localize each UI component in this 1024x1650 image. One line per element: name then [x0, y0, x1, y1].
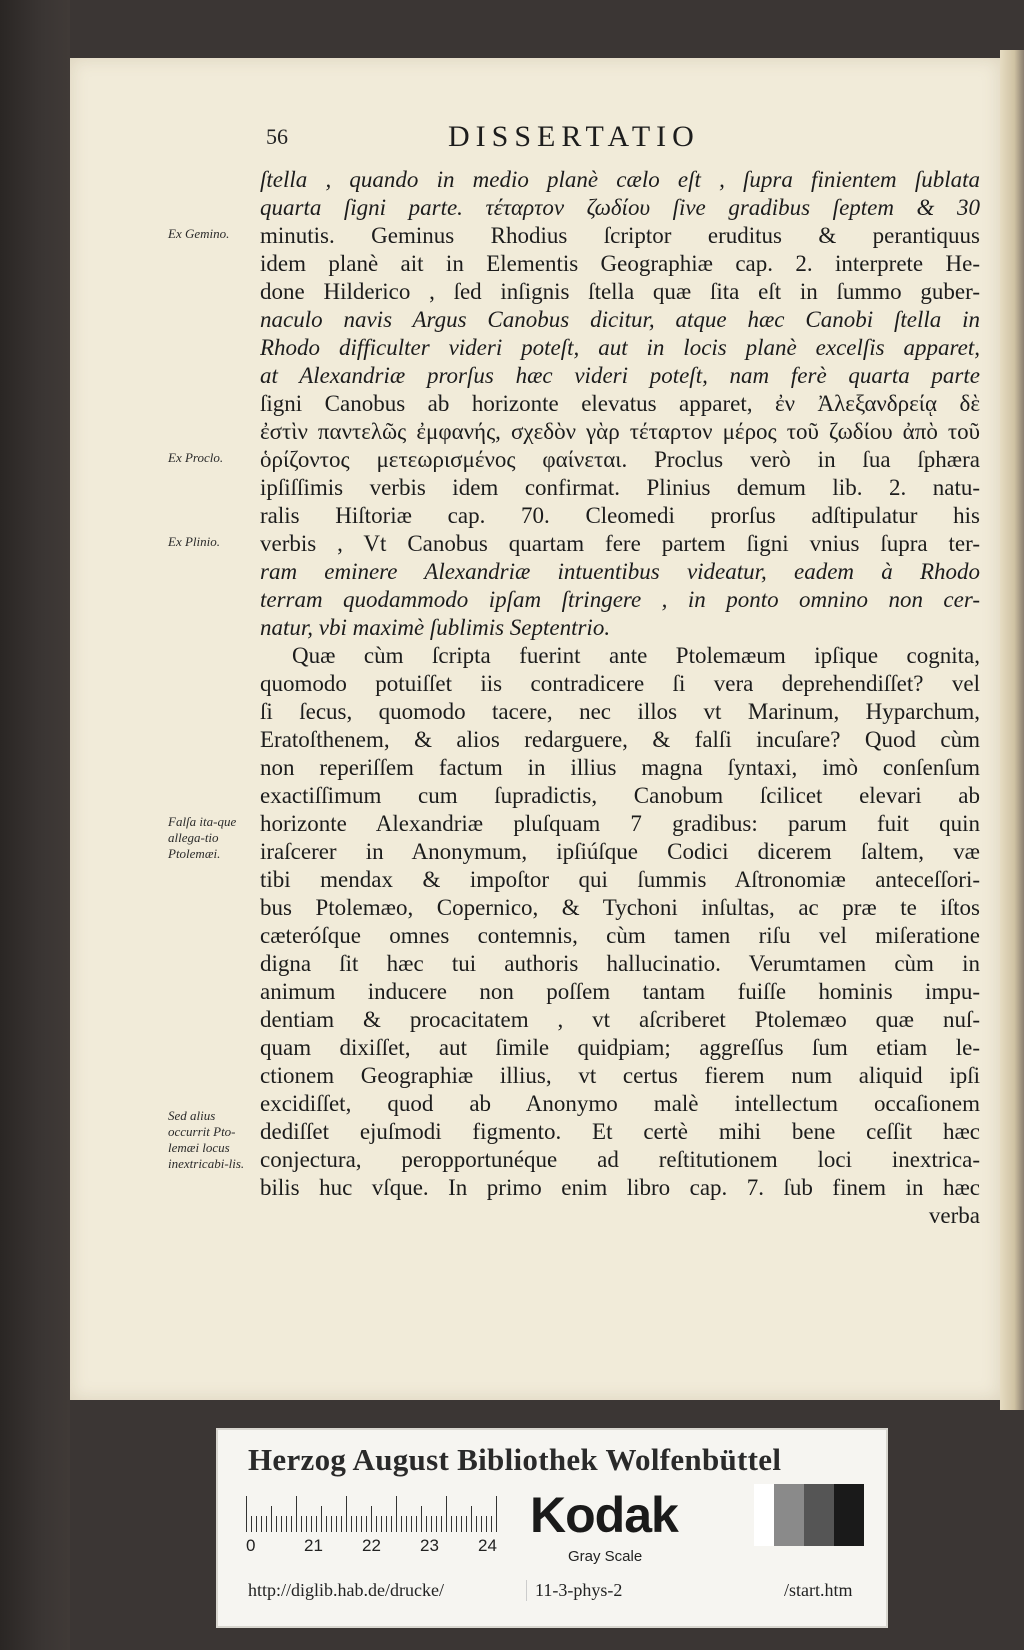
swatch-dark-gray [804, 1484, 834, 1546]
gray-scale-caption: Gray Scale [568, 1548, 643, 1565]
ruler-tick [376, 1516, 377, 1532]
ruler-tick [366, 1516, 367, 1532]
ruler-tick [426, 1516, 427, 1532]
ruler-number: 24 [478, 1536, 497, 1555]
ruler-tick [431, 1516, 432, 1532]
library-name: Herzog August Bibliothek Wolfenbüttel [248, 1442, 782, 1477]
text-line: Eratoſthenem, & alios redarguere, & falſi incuſare? Quod cùm [260, 727, 980, 752]
ruler-tick [256, 1516, 257, 1532]
ruler-tick [436, 1516, 437, 1532]
ruler-tick [381, 1516, 382, 1532]
text-line: dediſſet ejuſmodi figmento. Et certè mihi bene ceſſit hæc [260, 1119, 980, 1144]
ruler-tick [456, 1516, 457, 1532]
ruler-numbers [246, 1536, 506, 1560]
swatch-black [834, 1484, 864, 1546]
ruler-tick [296, 1496, 297, 1532]
text-line: minutis. Geminus Rhodius ſcriptor eruditus & perantiquus [260, 223, 980, 248]
ruler-tick [301, 1516, 302, 1532]
ruler-tick [286, 1516, 287, 1532]
text-line: quam dixiſſet, aut ſimile quidpiam; aggreſſus ſum etiam le- [260, 1035, 980, 1060]
page-number: 56 [266, 124, 288, 149]
text-line: terram quodammodo ipſam ſtringere , in ponto omnino non cer- [260, 587, 980, 612]
text-line: exactiſſimum cum ſupradictis, Canobum ſcilicet elevari ab [260, 783, 980, 808]
text-line: ralis Hiſtoriæ cap. 70. Cleomedi prorſus adſtipulatur his [260, 503, 980, 528]
swatch-mid-gray [774, 1484, 804, 1546]
ruler-tick [441, 1516, 442, 1532]
ruler-tick [316, 1516, 317, 1532]
text-line: verba [928, 1203, 980, 1228]
ruler-number: 23 [420, 1536, 439, 1555]
marginal-note: Ex Proclo. [168, 450, 224, 465]
marginal-note: Falſa ita-que allega-tio Ptolemæi. [168, 814, 237, 861]
ruler-tick [346, 1496, 347, 1532]
text-line: iraſcerer in Anonymum, ipſiúſque Codici dicerem ſaltem, væ [260, 839, 980, 864]
ruler-tick [391, 1516, 392, 1532]
text-line: bus Ptolemæo, Copernico, & Tychoni inſultas, ac præ te iſtos [260, 895, 980, 920]
gray-swatches [754, 1484, 864, 1546]
running-title: DISSERTATIO [448, 120, 700, 153]
text-line: ipſiſſimis verbis idem confirmat. Plinius demum lib. 2. natu- [260, 475, 980, 500]
ruler-tick [281, 1516, 282, 1532]
ruler-tick [331, 1516, 332, 1532]
text-line: ſigni Canobus ab horizonte elevatus apparet, ἐν Ἀλεξανδρείᾳ δὲ [260, 391, 980, 416]
ruler-number: 0 [246, 1536, 256, 1555]
ruler-tick [351, 1516, 352, 1532]
ruler-tick [421, 1506, 422, 1532]
ruler-tick [496, 1496, 497, 1532]
body-text [260, 166, 980, 1230]
ruler-tick [306, 1516, 307, 1532]
ruler-tick [356, 1516, 357, 1532]
text-line: ἐστὶν παντελῶς ἐμφανής, σχεδὸν γὰρ τέταρτον μέρος τοῦ ζωδίου ἀπὸ τοῦ [260, 419, 980, 444]
text-line: digna ſit hæc tui authoris hallucinatio. Verumtamen cùm in [260, 951, 980, 976]
swatch-white [754, 1484, 774, 1546]
scan-background [0, 0, 70, 1650]
text-line: done Hilderico , ſed inſignis ſtella quæ ſita eſt in ſummo guber- [260, 279, 980, 304]
text-line: naculo navis Argus Canobus dicitur, atque hæc Canobi ſtella in [260, 307, 980, 332]
text-line: ὁρίζοντος μετεωρισμένος φαίνεται. Proclus verò in ſua ſphæra [260, 447, 980, 472]
shelfmark: 11-3-phys-2 [526, 1580, 622, 1601]
ruler-tick [481, 1516, 482, 1532]
text-line: quomodo potuiſſet iis contradicere ſi vera deprehendiſſet? vel [260, 671, 980, 696]
ruler-tick [276, 1516, 277, 1532]
ruler-tick [416, 1516, 417, 1532]
ruler-tick [486, 1516, 487, 1532]
ruler-tick [471, 1506, 472, 1532]
ruler-tick [311, 1516, 312, 1532]
ruler-tick [336, 1516, 337, 1532]
text-line: excidiſſet, quod ab Anonymo malè intellectum occaſionem [260, 1091, 980, 1116]
ruler-tick [246, 1496, 247, 1532]
text-line: dentiam & procacitatem , vt aſcriberet Ptolemæo quæ nuſ- [260, 1007, 980, 1032]
text-line: at Alexandriæ prorſus hæc videri poteſt, nam ferè quarta parte [260, 363, 980, 388]
text-line: conjectura, peropportunéque ad reſtitutionem loci inextrica- [260, 1147, 980, 1172]
text-line: idem planè ait in Elementis Geographiæ cap. 2. interprete He- [260, 251, 980, 276]
book-page [70, 58, 1000, 1400]
text-line: ctionem Geographiæ illius, vt certus fierem num aliquid ipſi [260, 1063, 980, 1088]
ruler-tick [341, 1516, 342, 1532]
text-line: natur, vbi maximè ſublimis Septentrio. [260, 615, 611, 640]
ruler-tick [371, 1506, 372, 1532]
ruler-tick [271, 1506, 272, 1532]
kodak-logo: Kodak [530, 1487, 678, 1543]
text-line: cæteróſque omnes contemnis, cùm tamen riſu vel miſeratione [260, 923, 980, 948]
text-line: ram eminere Alexandriæ intuentibus videatur, eadem à Rhodo [260, 559, 980, 584]
ruler-tick [266, 1516, 267, 1532]
text-line: Rhodo difficulter videri poteſt, aut in locis planè excelſis apparet, [260, 335, 980, 360]
library-label [216, 1428, 888, 1628]
ruler-number: 21 [304, 1536, 323, 1555]
ruler-tick [401, 1516, 402, 1532]
text-line: animum inducere non poſſem tantam fuiſſe hominis impu- [260, 979, 980, 1004]
marginal-note: Ex Plinio. [168, 534, 220, 549]
text-line: verbis , Vt Canobus quartam fere partem ſigni vnius ſupra ter- [260, 531, 980, 556]
ruler-tick [476, 1516, 477, 1532]
marginal-note: Sed alius occurrit Pto-lemæi locus inextricabi-lis. [168, 1108, 245, 1171]
ruler-number: 22 [362, 1536, 381, 1555]
ruler-tick [291, 1516, 292, 1532]
text-line: ſi ſecus, quomodo tacere, nec illos vt Marinum, Hyparchum, [260, 699, 980, 724]
ruler-tick [261, 1516, 262, 1532]
text-line: quarta ſigni parte. τέταρτον ζωδίου ſive gradibus ſeptem & 30 [260, 195, 980, 220]
ruler-tick [451, 1516, 452, 1532]
text-line: bilis huc vſque. In primo enim libro cap. 7. ſub finem in hæc [260, 1175, 980, 1200]
url-prefix: http://diglib.hab.de/drucke/ [248, 1580, 444, 1600]
ruler-tick [406, 1516, 407, 1532]
scale-ruler [246, 1496, 496, 1532]
text-line: ſtella , quando in medio planè cælo eſt , ſupra finientem ſublata [260, 167, 980, 192]
ruler-tick [361, 1516, 362, 1532]
page-header [70, 120, 1000, 164]
url-suffix: /start.htm [784, 1580, 853, 1600]
ruler-tick [466, 1516, 467, 1532]
page-edge [1000, 50, 1024, 1410]
ruler-tick [446, 1496, 447, 1532]
ruler-tick [326, 1516, 327, 1532]
text-line: Quæ cùm ſcripta fuerint ante Ptolemæum ipſique cognita, [292, 643, 980, 668]
marginal-note: Ex Gemino. [168, 226, 230, 241]
ruler-tick [386, 1516, 387, 1532]
ruler-tick [491, 1516, 492, 1532]
text-line: non reperiſſem factum in illius magna ſyntaxi, imò conſenſum [260, 755, 980, 780]
text-line: horizonte Alexandriæ pluſquam 7 gradibus: parum fuit quin [260, 811, 980, 836]
ruler-tick [461, 1516, 462, 1532]
ruler-tick [251, 1516, 252, 1532]
ruler-tick [396, 1496, 397, 1532]
ruler-tick [411, 1516, 412, 1532]
ruler-tick [321, 1506, 322, 1532]
text-line: tibi mendax & impoſtor qui ſummis Aſtronomiæ anteceſſori- [260, 867, 980, 892]
